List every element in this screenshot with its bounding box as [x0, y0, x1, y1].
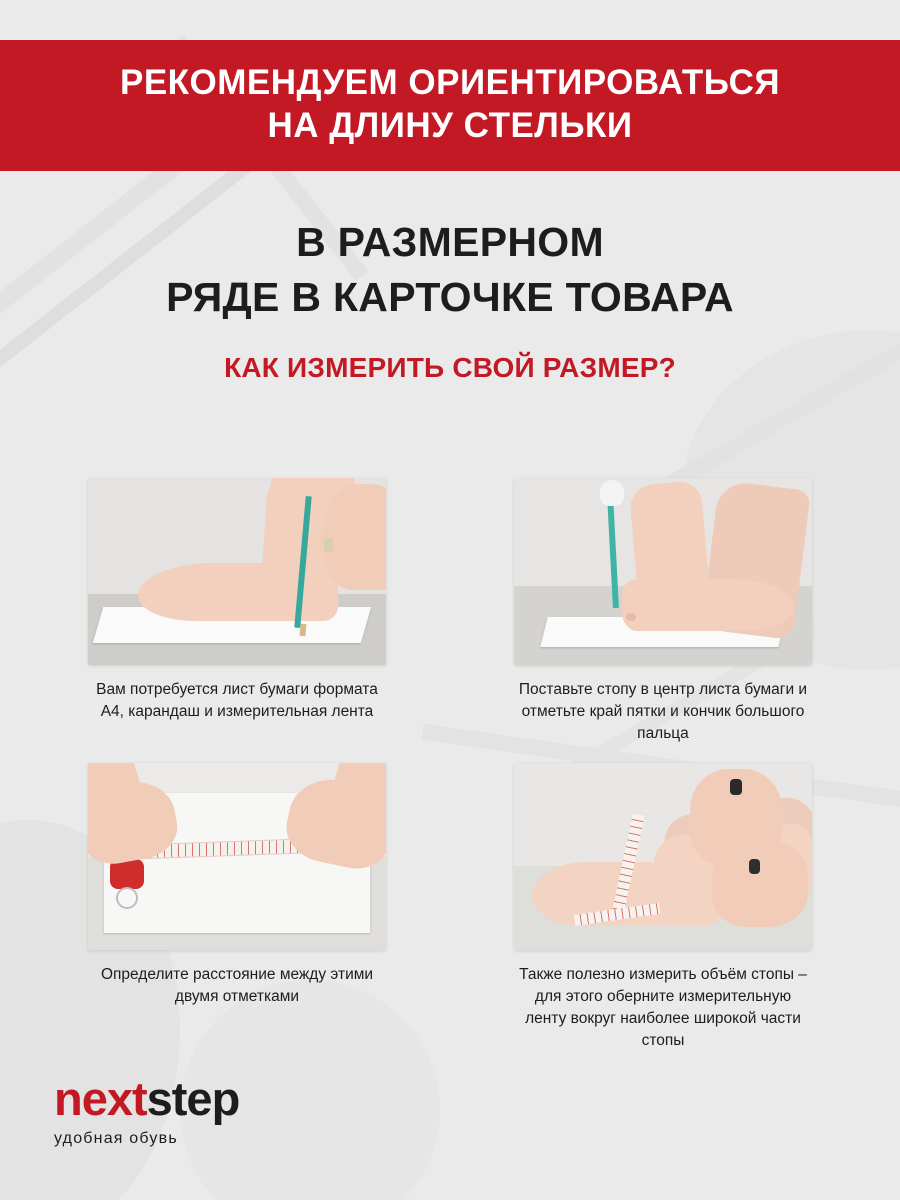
headline-block: [0, 215, 900, 384]
headline-line-2: РЯДЕ В КАРТОЧКЕ ТОВАРА: [166, 273, 734, 320]
brand-logo: [54, 1072, 240, 1148]
photo-foot-on-paper-marking: [514, 478, 812, 665]
headline-line-1: В РАЗМЕРНОМ: [296, 219, 604, 265]
photo-measuring-foot-girth: [514, 763, 812, 950]
photo-tape-measure-between-marks: [88, 763, 386, 950]
step-caption: Вам потребуется лист бумаги формата А4, карандаш и измерительная лента: [96, 681, 378, 720]
logo-next-text: next: [54, 1072, 147, 1125]
logo-tagline: удобная обувь: [54, 1130, 178, 1147]
step-item: [88, 763, 386, 1052]
logo-step-text: step: [146, 1072, 240, 1125]
header-banner: [0, 40, 900, 171]
subheadline: КАК ИЗМЕРИТЬ СВОЙ РАЗМЕР?: [224, 352, 676, 384]
step-caption: Определите расстояние между этими двумя отметками: [100, 966, 374, 1005]
banner-line-1: РЕКОМЕНДУЕМ ОРИЕНТИРОВАТЬСЯ: [119, 63, 781, 102]
step-item: [514, 763, 812, 1052]
logo-wordmark: [54, 1072, 240, 1125]
banner-line-2: НА ДЛИНУ СТЕЛЬКИ: [267, 105, 633, 145]
photo-paper-pencil-foot: [88, 478, 386, 665]
step-caption: Также полезно измерить объём стопы – для этого оберните измерительную ленту вокруг наиболее широкой части стопы: [519, 966, 807, 1049]
step-item: [88, 478, 386, 745]
step-caption: Поставьте стопу в центр листа бумаги и отметьте край пятки и кончик большого пальца: [518, 681, 808, 742]
step-item: [514, 478, 812, 745]
steps-grid: [88, 478, 812, 1052]
